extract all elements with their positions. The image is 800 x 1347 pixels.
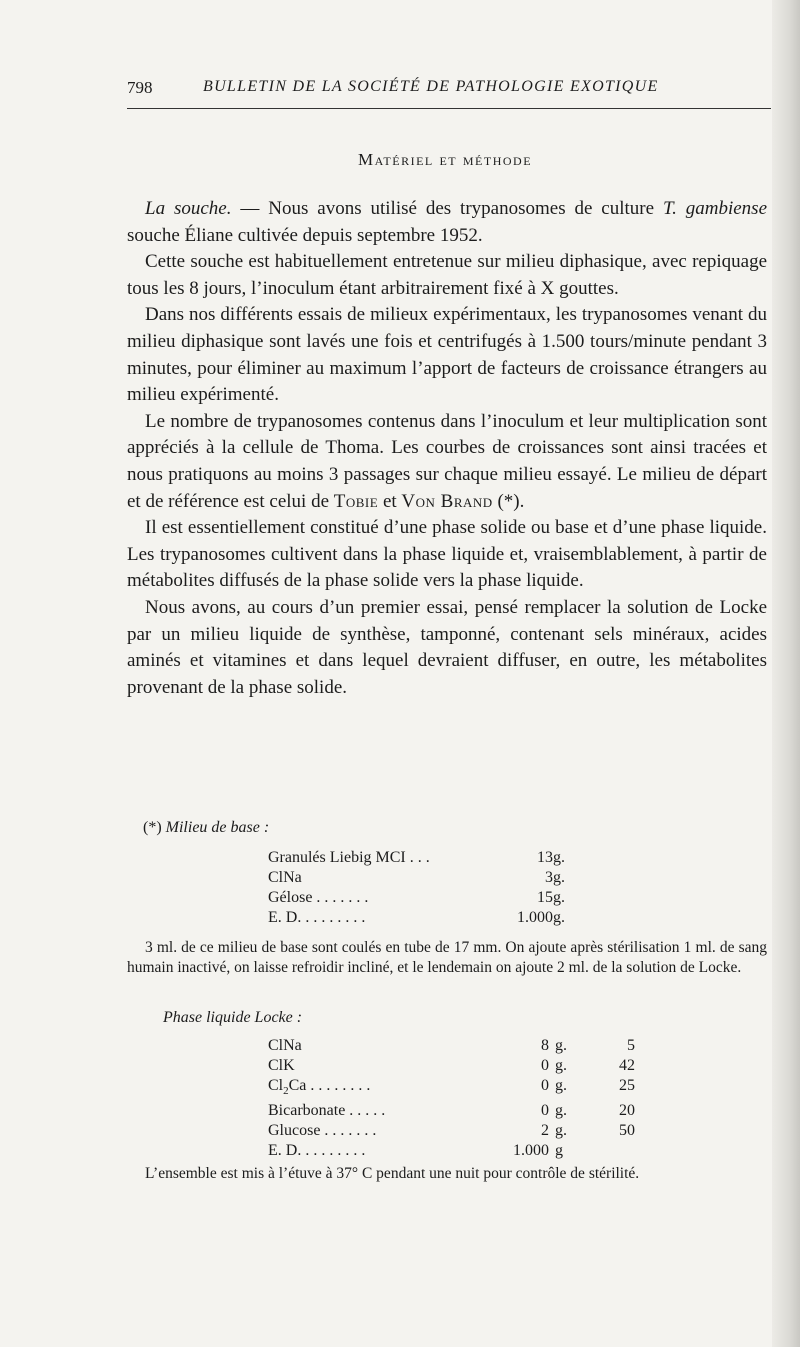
- base-medium-description: 3 ml. de ce milieu de base sont coulés en tube de 17 mm. On ajoute après stérilisation 1 ml. de sang humain inactivé, on laisse refroidir incliné, et le lendemain on ajoute 2 ml. de la solution de Locke.: [127, 939, 767, 976]
- table-row: Glucose . . . . . . . 2 g. 50: [268, 1122, 635, 1140]
- section-title: Matériel et méthode: [357, 150, 533, 169]
- species-name: T. gambiense: [662, 198, 768, 219]
- footnote: [127, 818, 767, 1182]
- author-name: Tobie: [333, 490, 379, 512]
- paragraph-2: Cette souche est habituellement entretenue sur milieu diphasique, avec repiquage tous les 8 jours, l’inoculum étant arbitrairement fixé à X gouttes.: [127, 251, 767, 299]
- paragraph-label: La souche.: [145, 198, 232, 219]
- footnote-marker: (*): [143, 819, 162, 836]
- running-title: BULLETIN DE LA SOCIÉTÉ DE PATHOLOGIE EXOTIQUE: [203, 78, 659, 95]
- table-row: Bicarbonate . . . . . 0 g. 20: [268, 1102, 635, 1120]
- table-row: ClNa 8 g. 5: [268, 1037, 635, 1054]
- chemical-formula: $Cl_2Ca$ . . . . . . . .: [268, 1077, 371, 1098]
- paragraph-5: Il est essentiellement constitué d’une phase solide ou base et d’une phase liquide. Les trypanosomes cultivent dans la phase liquide et, vraisemblablement, à partir de métabolites diffusés de la phase solide vers la phase liquide.: [127, 517, 767, 592]
- page-number: 798: [127, 78, 153, 97]
- table-row: ClNa 3 g.: [268, 869, 565, 886]
- base-medium-table: [268, 848, 613, 928]
- body-text: [127, 196, 767, 701]
- table-row: ClK 0 g. 42: [268, 1057, 635, 1074]
- sterility-note: L’ensemble est mis à l’étuve à 37° C pendant une nuit pour contrôle de stérilité.: [145, 1165, 640, 1182]
- table-row: E. D. . . . . . . . . 1.000 g: [268, 1142, 563, 1160]
- table-row: E. D. . . . . . . . . 1.000 g.: [268, 909, 565, 926]
- paragraph-6: Nous avons, au cours d’un premier essai, pensé remplacer la solution de Locke par un milieu liquide de synthèse, tamponné, contenant sels minéraux, acides aminés et vitamines et dans lequel devraient diffuser, en outre, les métabolites provenant de la phase solide.: [127, 596, 767, 698]
- table-row: $Cl_2Ca$ . . . . . . . . 0 g. 25: [268, 1076, 635, 1101]
- footnote-title: (*) Milieu de base :: [143, 819, 270, 836]
- author-name: Von Brand: [401, 490, 493, 512]
- running-header: [127, 78, 771, 102]
- page-edge-shadow: [772, 0, 800, 1347]
- table-row: Gélose . . . . . . . 15 g.: [268, 889, 565, 906]
- header-rule: [127, 108, 771, 109]
- paragraph-1: La souche. — Nous avons utilisé des trypanosomes de culture T. gambiense souche Éliane cultivée depuis septembre 1952.: [127, 198, 768, 246]
- paragraph-4: Le nombre de trypanosomes contenus dans l’inoculum et leur multiplication sont appréciés à la cellule de Thoma. Les courbes de croissances sont ainsi tracées et nous pratiquons au moins 3 passages sur chaque milieu essayé. Le milieu de départ et de référence est celui de Tobie et Von Brand (*).: [127, 410, 767, 512]
- table-row: Granulés Liebig MCI . . . 13 g.: [268, 849, 565, 866]
- phase-title: Phase liquide Locke :: [163, 1009, 303, 1026]
- paragraph-3: Dans nos différents essais de milieux expérimentaux, les trypanosomes venant du milieu diphasique sont lavés une fois et centrifugés à 1.500 tours/minute pendant 3 minutes, pour éliminer au maximum l’apport de facteurs de croissance étrangers au milieu expérimenté.: [127, 304, 767, 406]
- locke-solution-table: [268, 1036, 635, 1161]
